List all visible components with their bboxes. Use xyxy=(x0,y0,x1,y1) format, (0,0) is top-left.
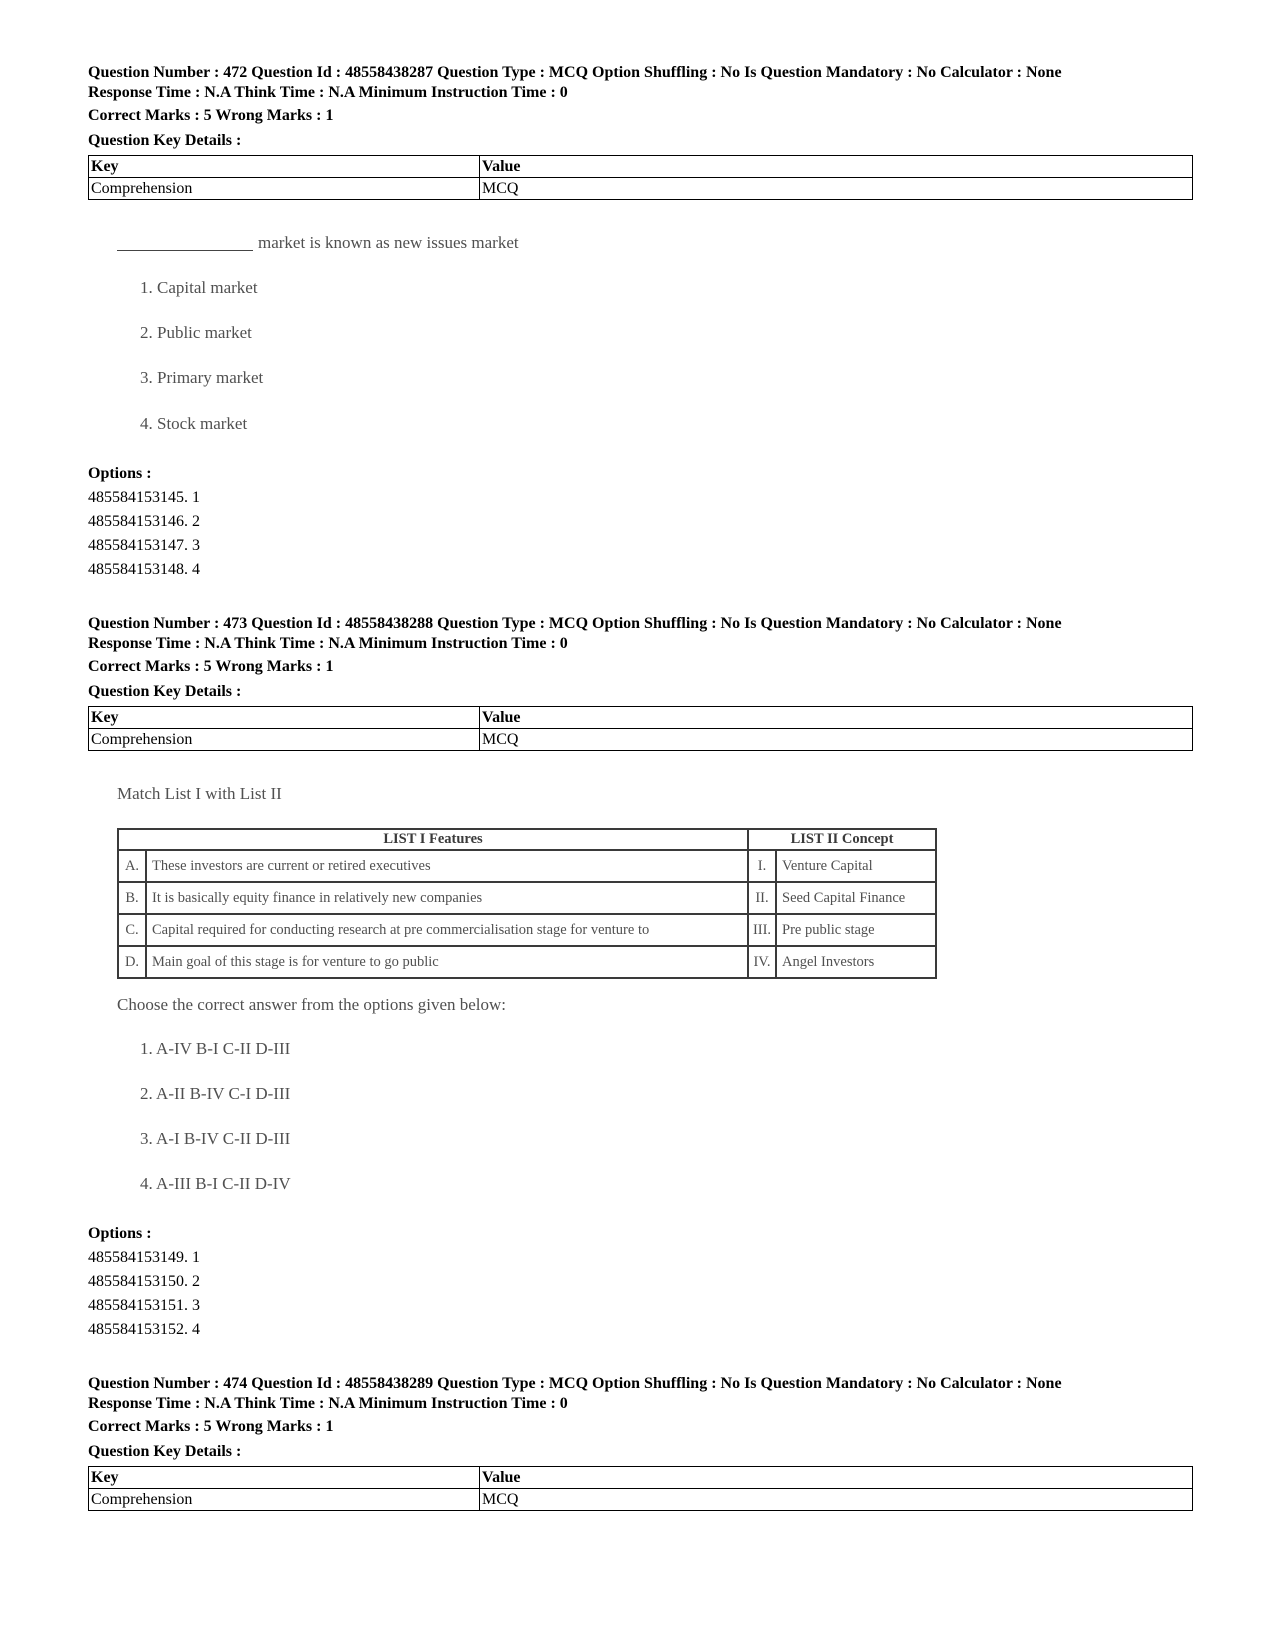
table-row xyxy=(118,850,936,882)
q472-choice-4: 4. Stock market xyxy=(140,414,248,433)
list1-feature: Capital required for conducting research at pre commercialisation stage for venture to xyxy=(146,914,748,946)
list2-header: LIST II Concept xyxy=(748,829,936,850)
table-row xyxy=(118,946,936,978)
list2-numeral: IV. xyxy=(748,946,776,978)
key-cell: Comprehension xyxy=(89,1489,480,1511)
match-list-table xyxy=(117,828,937,979)
q473-option-3: 485584153151. 3 xyxy=(88,1297,200,1314)
q472-option-4: 485584153148. 4 xyxy=(88,561,200,578)
table-row xyxy=(118,914,936,946)
q472-marks: Correct Marks : 5 Wrong Marks : 1 xyxy=(88,107,334,124)
value-header: Value xyxy=(480,156,1193,178)
q472-option-1: 485584153145. 1 xyxy=(88,489,200,506)
list2-concept: Seed Capital Finance xyxy=(776,882,936,914)
q474-marks: Correct Marks : 5 Wrong Marks : 1 xyxy=(88,1418,334,1435)
q472-choice-1: 1. Capital market xyxy=(140,278,258,297)
table-row xyxy=(89,156,1193,178)
q473-header-line2: Response Time : N.A Think Time : N.A Minimum Instruction Time : 0 xyxy=(88,635,568,652)
key-cell: Comprehension xyxy=(89,178,480,200)
q473-instruction: Choose the correct answer from the options given below: xyxy=(117,995,507,1014)
value-header: Value xyxy=(480,1467,1193,1489)
q474-header-line1: Question Number : 474 Question Id : 48558438289 Question Type : MCQ Option Shuffling : No Is Question Mandatory : No Calculator : None xyxy=(88,1375,1062,1392)
table-row xyxy=(89,178,1193,200)
value-header: Value xyxy=(480,707,1193,729)
q472-question-text: market is known as new issues market xyxy=(258,233,519,252)
key-cell: Comprehension xyxy=(89,729,480,751)
q472-header-line1: Question Number : 472 Question Id : 48558438287 Question Type : MCQ Option Shuffling : No Is Question Mandatory : No Calculator : None xyxy=(88,64,1062,81)
q472-choice-3: 3. Primary market xyxy=(140,368,264,387)
list1-letter: D. xyxy=(118,946,146,978)
fill-blank-line xyxy=(117,250,253,251)
list1-letter: B. xyxy=(118,882,146,914)
q473-marks: Correct Marks : 5 Wrong Marks : 1 xyxy=(88,658,334,675)
q473-choice-4: 4. A-III B-I C-II D-IV xyxy=(140,1174,291,1193)
q473-header-line1: Question Number : 473 Question Id : 48558438288 Question Type : MCQ Option Shuffling : No Is Question Mandatory : No Calculator : None xyxy=(88,615,1062,632)
q474-key-table xyxy=(88,1466,1193,1511)
q472-option-2: 485584153146. 2 xyxy=(88,513,200,530)
list1-feature: Main goal of this stage is for venture to go public xyxy=(146,946,748,978)
list1-feature: These investors are current or retired executives xyxy=(146,850,748,882)
q473-options-label: Options : xyxy=(88,1225,152,1242)
list2-numeral: II. xyxy=(748,882,776,914)
table-row xyxy=(89,707,1193,729)
q473-question-text: Match List I with List II xyxy=(117,784,282,803)
table-row xyxy=(118,882,936,914)
table-row xyxy=(89,1467,1193,1489)
q473-option-4: 485584153152. 4 xyxy=(88,1321,200,1338)
value-cell: MCQ xyxy=(480,729,1193,751)
list2-concept: Pre public stage xyxy=(776,914,936,946)
table-row xyxy=(118,829,936,850)
key-header: Key xyxy=(89,1467,480,1489)
q472-choice-2: 2. Public market xyxy=(140,323,252,342)
q472-key-details-label: Question Key Details : xyxy=(88,132,242,149)
key-header: Key xyxy=(89,156,480,178)
list1-letter: C. xyxy=(118,914,146,946)
q473-option-2: 485584153150. 2 xyxy=(88,1273,200,1290)
list2-numeral: I. xyxy=(748,850,776,882)
q474-key-details-label: Question Key Details : xyxy=(88,1443,242,1460)
q472-option-3: 485584153147. 3 xyxy=(88,537,200,554)
list2-concept: Angel Investors xyxy=(776,946,936,978)
list2-numeral: III. xyxy=(748,914,776,946)
table-row xyxy=(89,729,1193,751)
q474-header-line2: Response Time : N.A Think Time : N.A Minimum Instruction Time : 0 xyxy=(88,1395,568,1412)
q473-choice-2: 2. A-II B-IV C-I D-III xyxy=(140,1084,291,1103)
key-header: Key xyxy=(89,707,480,729)
table-row xyxy=(89,1489,1193,1511)
q472-key-table xyxy=(88,155,1193,200)
list1-letter: A. xyxy=(118,850,146,882)
q473-choice-3: 3. A-I B-IV C-II D-III xyxy=(140,1129,291,1148)
q473-choice-1: 1. A-IV B-I C-II D-III xyxy=(140,1039,291,1058)
q473-key-table xyxy=(88,706,1193,751)
q473-option-1: 485584153149. 1 xyxy=(88,1249,200,1266)
value-cell: MCQ xyxy=(480,178,1193,200)
list2-concept: Venture Capital xyxy=(776,850,936,882)
list1-header: LIST I Features xyxy=(118,829,748,850)
q472-header-line2: Response Time : N.A Think Time : N.A Minimum Instruction Time : 0 xyxy=(88,84,568,101)
q472-options-label: Options : xyxy=(88,465,152,482)
list1-feature: It is basically equity finance in relatively new companies xyxy=(146,882,748,914)
q473-key-details-label: Question Key Details : xyxy=(88,683,242,700)
value-cell: MCQ xyxy=(480,1489,1193,1511)
